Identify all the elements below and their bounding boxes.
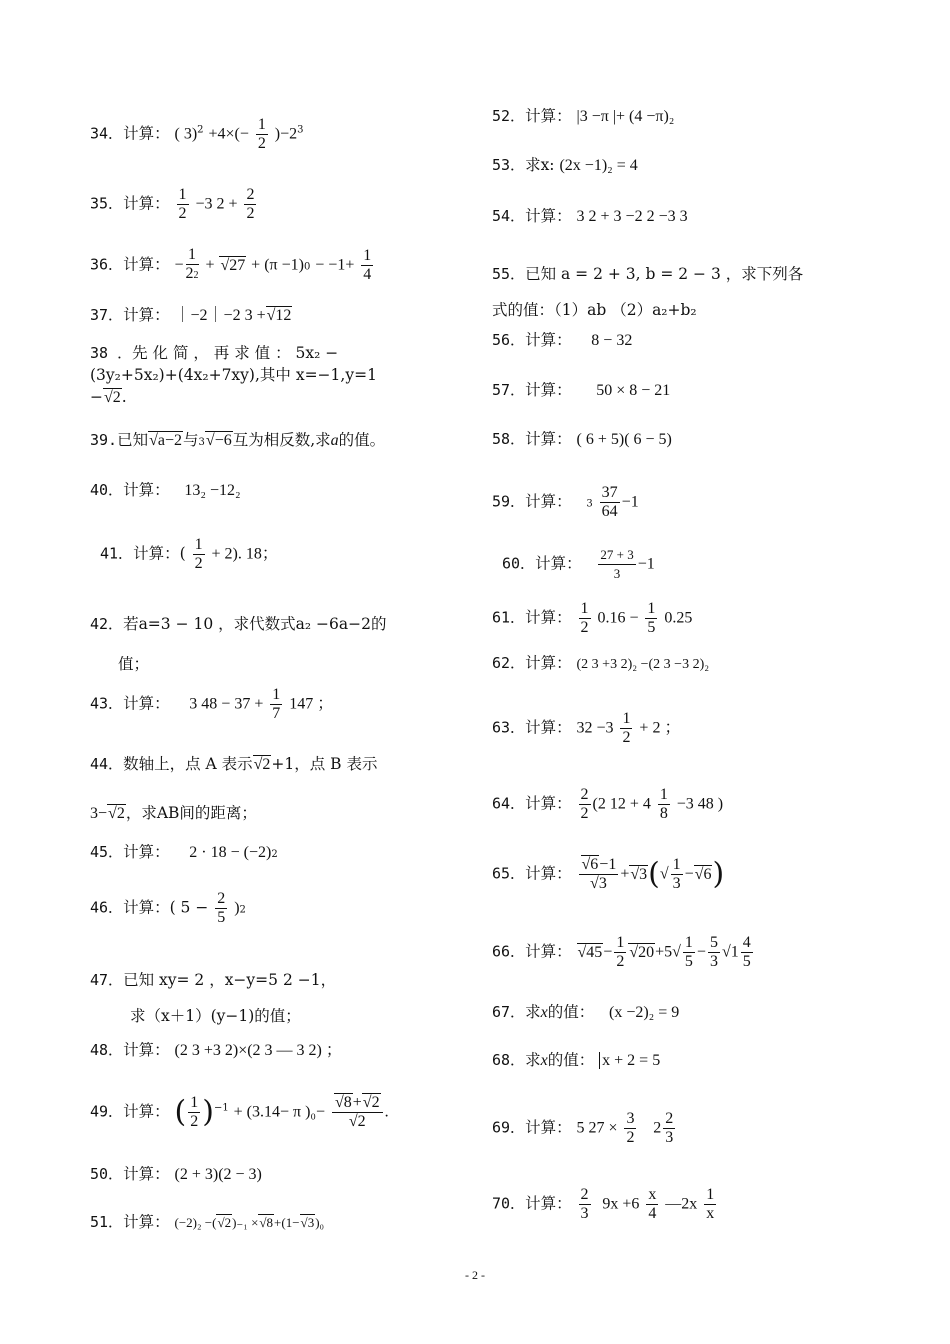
denominator: 8 xyxy=(659,805,668,822)
q-label: 计算： xyxy=(525,107,572,125)
expr: ( 6 + 5)( 6 − 5) xyxy=(576,431,672,448)
expr: 3 48 − 37 + xyxy=(189,695,264,713)
numerator: 1 xyxy=(194,536,203,553)
q-number: 44． xyxy=(90,755,124,773)
q-number: 67． xyxy=(492,1003,526,1021)
radical: √ 3 xyxy=(629,865,648,883)
radical: √ 6 xyxy=(694,865,713,883)
fraction xyxy=(704,1186,716,1223)
q35 xyxy=(90,186,258,223)
numerator: 1 xyxy=(659,786,668,803)
numerator: 1 xyxy=(363,247,372,264)
numerator: 2 xyxy=(580,786,589,803)
fraction xyxy=(663,1110,675,1147)
fraction xyxy=(256,116,268,153)
q-number: 40． xyxy=(90,481,124,499)
q-number: 66． xyxy=(492,942,526,961)
fraction xyxy=(215,890,227,927)
q37 xyxy=(90,305,292,326)
q50 xyxy=(90,1164,262,1185)
q-number: 63． xyxy=(492,718,526,737)
q63 xyxy=(492,710,680,747)
line: (3y₂+5x₂)+(4x₂+7xy),其中 x=−1,y=1 xyxy=(90,366,377,384)
q-number: 52． xyxy=(492,107,526,125)
q-number: 39. xyxy=(90,431,118,449)
text: 与 xyxy=(183,431,199,449)
denominator: 2 xyxy=(194,555,203,572)
q-label: 计算： xyxy=(525,864,572,883)
fraction xyxy=(708,934,720,971)
operator: − xyxy=(696,943,706,961)
radical: √ 2 xyxy=(103,388,122,406)
q41 xyxy=(100,536,278,573)
fraction xyxy=(332,1094,383,1131)
q-number: 41． xyxy=(100,544,134,563)
denominator: 4 xyxy=(363,266,372,283)
q-number: 53． xyxy=(492,156,526,174)
q-number: 45． xyxy=(90,843,124,861)
q-number: 43． xyxy=(90,694,124,713)
q-label: 计算： xyxy=(525,492,572,511)
expr: 0.16 − xyxy=(597,609,639,627)
q-label: 求 xyxy=(525,1003,541,1021)
q-number: 56． xyxy=(492,331,526,349)
denominator: 2 xyxy=(626,1129,635,1146)
expr: 147 ； xyxy=(289,695,334,713)
numerator: 1 xyxy=(706,1186,715,1203)
numerator: 1 xyxy=(186,246,199,265)
expr: (2 3 +3 2)₂ −(2 3 −3 2)₂ xyxy=(576,657,710,672)
q-number: 36． xyxy=(90,255,124,274)
numerator: 37 xyxy=(601,484,618,501)
q-label: 计算： xyxy=(123,694,170,713)
expr: 32 −3 xyxy=(576,719,614,737)
q-number: 60． xyxy=(502,554,536,573)
fraction xyxy=(177,186,189,223)
q53 xyxy=(492,155,638,176)
q-label: 计算： xyxy=(525,331,572,349)
q-label: 计算： xyxy=(525,608,572,627)
denominator: 2 xyxy=(246,205,255,222)
q-number: 69． xyxy=(492,1118,526,1137)
q61 xyxy=(492,600,692,637)
q-number: 38 ． xyxy=(90,344,133,362)
q-label: 计算：( 5 − xyxy=(123,898,209,917)
expr: +(1− xyxy=(274,1215,300,1230)
radical: √ 2 xyxy=(362,1093,381,1111)
numerator: 1 xyxy=(672,856,681,873)
expr: +4×(− xyxy=(208,125,249,143)
expr: (2x −1)₂ = 4 xyxy=(559,157,638,174)
q36: 36．计算： − $\frac{1}{22}$ + √ 27 + (π −1)0 − −1+ $\frac{1}{4}$ xyxy=(90,246,375,285)
radical: √ a−2 xyxy=(148,431,183,449)
denominator: 22 xyxy=(185,265,199,282)
expr: ｜−2｜−2 3 + xyxy=(174,307,266,324)
fraction xyxy=(683,934,695,971)
variable: x xyxy=(540,1052,548,1069)
page-number: - 2 - xyxy=(465,1268,485,1282)
expr: 13₂ −12₂ xyxy=(184,482,241,499)
radical: √ 2 xyxy=(216,1214,232,1230)
denominator: 3 xyxy=(709,953,718,970)
q-label: 计算： xyxy=(123,1041,170,1059)
text: 3− xyxy=(90,805,108,822)
q-number: 34． xyxy=(90,124,124,143)
q57 xyxy=(492,380,670,401)
q-label: 计算： xyxy=(525,207,572,225)
numerator: 1 xyxy=(684,934,693,951)
expr: . xyxy=(384,1103,389,1121)
text: +1，点 B 表示 xyxy=(271,755,378,773)
denominator: 2 xyxy=(190,1113,199,1130)
q69 xyxy=(492,1110,677,1147)
numerator: 1 xyxy=(178,186,187,203)
expr: )₀ xyxy=(315,1215,325,1230)
line: 已知 xy= 2 ，x−y=5 2 −1， xyxy=(123,971,337,989)
fraction xyxy=(193,536,205,573)
expr: 2 · 18 − (−2) xyxy=(189,844,272,861)
denominator: 2 xyxy=(580,619,589,636)
q39: 39.已知√ a−2与3√ −6互为相反数,求a的值。 xyxy=(90,430,385,453)
denominator: 5 xyxy=(742,953,751,970)
q-label: 计算：( xyxy=(133,544,186,563)
q67 xyxy=(492,1002,679,1023)
numerator: 1 xyxy=(580,600,589,617)
expr: (2 + 3)(2 − 3) xyxy=(174,1166,262,1183)
q56 xyxy=(492,330,632,351)
q-label: 计算： xyxy=(525,1194,572,1213)
denominator: 5 xyxy=(217,909,226,926)
q46: 46．计算：( 5 − $\frac{2}{5}$ )2 xyxy=(90,890,246,926)
expr: )₋₁ × xyxy=(232,1215,259,1230)
fraction xyxy=(579,600,591,637)
exponent: −1 xyxy=(213,1102,229,1114)
line: 式的值：（1）ab （2）a₂+b₂ xyxy=(492,301,697,319)
expr: 3 2 + 3 −2 2 −3 3 xyxy=(576,208,688,225)
numerator: 4 xyxy=(742,934,751,951)
q-label: 计算： xyxy=(123,124,170,143)
radical: √ 12 xyxy=(266,306,293,324)
denominator: 64 xyxy=(601,503,618,520)
expr: + (3.14− π )₀− xyxy=(233,1103,326,1121)
expr: (−2)₂ −( xyxy=(174,1215,217,1230)
operator: +5 xyxy=(655,943,673,961)
fraction xyxy=(188,1094,200,1131)
expr: −1 xyxy=(599,856,617,873)
fraction xyxy=(244,186,256,223)
text: ，求AB间的距离； xyxy=(125,804,257,822)
denominator: 5 xyxy=(647,619,656,636)
line: . xyxy=(121,388,127,406)
radical: √ 8 xyxy=(258,1214,274,1230)
q-number: 48． xyxy=(90,1041,124,1059)
numerator: 5 xyxy=(709,934,718,951)
fraction xyxy=(614,934,626,971)
q38 xyxy=(90,342,377,409)
denominator: 3 xyxy=(665,1129,674,1146)
denominator: 4 xyxy=(648,1205,657,1222)
expr: − −1+ xyxy=(315,256,355,274)
q-number: 58． xyxy=(492,430,526,448)
q-number: 42． xyxy=(90,615,124,633)
numerator: 2 xyxy=(665,1110,674,1127)
expr: 2 xyxy=(653,1119,662,1137)
expr: (x −2)₂ = 9 xyxy=(608,1004,680,1021)
q-label: 计算： xyxy=(123,1102,170,1121)
denominator: 3 xyxy=(613,566,621,581)
numerator: 1 xyxy=(257,116,266,133)
radical: √ 3 xyxy=(589,874,608,892)
fraction xyxy=(741,934,753,971)
q48 xyxy=(90,1040,342,1061)
fraction xyxy=(658,786,670,823)
q-number: 51． xyxy=(90,1213,124,1231)
q47 xyxy=(90,962,336,1034)
expr: )−2 xyxy=(274,125,298,143)
numerator: 2 xyxy=(580,1186,589,1203)
radical: √ 2 xyxy=(348,1112,367,1130)
q-label: 的值： xyxy=(547,1051,595,1069)
q44 xyxy=(90,740,378,838)
q64 xyxy=(492,786,723,823)
numerator: 2 xyxy=(217,890,226,907)
whole: 1 xyxy=(730,943,739,961)
expr: 8 − 32 xyxy=(591,332,633,349)
line: 已知 a = 2 + 3, b = 2 − 3 ，求下列各 xyxy=(525,265,804,283)
expr: 50 × 8 − 21 xyxy=(596,382,671,399)
q65: 65．计算： √ 6−1 √ 3 +√ 3(√ $\frac{1}{3}$ −√ 6) xyxy=(492,856,724,893)
q-label: 计算： xyxy=(123,306,170,324)
numerator: 1 xyxy=(647,600,656,617)
expr: −1 xyxy=(637,555,655,573)
denominator: 3 xyxy=(580,1205,589,1222)
q45: 45．计算： 2 · 18 − (−2)2 xyxy=(90,843,278,861)
radical: √ 2 xyxy=(107,804,126,822)
q-number: 64． xyxy=(492,794,526,813)
fraction xyxy=(620,710,632,747)
expr: + (π −1) xyxy=(251,256,304,274)
q68 xyxy=(492,1050,660,1071)
radical: √ 2 xyxy=(253,755,272,773)
text: 数轴上，点 A 表示 xyxy=(123,755,253,773)
q-label: 计算： xyxy=(123,843,170,861)
fraction xyxy=(579,856,619,893)
q-label: 计算： xyxy=(123,481,170,499)
denominator: 2 xyxy=(622,729,631,746)
operator: − xyxy=(684,865,694,883)
expr: ( 3) xyxy=(174,125,198,143)
variable: a xyxy=(330,432,339,449)
q70 xyxy=(492,1186,718,1223)
root-index: 3 xyxy=(586,498,593,510)
numerator: 1 xyxy=(190,1094,199,1111)
q-number: 54． xyxy=(492,207,526,225)
q-label: 求 xyxy=(525,1051,541,1069)
q54 xyxy=(492,206,688,227)
denominator: 2 xyxy=(580,805,589,822)
q59 xyxy=(492,484,639,521)
denominator: 3 xyxy=(672,875,681,892)
expr: 0.25 xyxy=(664,609,693,627)
text: 已知 xyxy=(117,431,149,449)
fraction xyxy=(361,247,373,284)
q-label: 计算： xyxy=(535,554,582,573)
radical: √ 3 xyxy=(300,1214,316,1230)
operator: + xyxy=(620,865,630,883)
numerator: x xyxy=(648,1186,657,1203)
denominator: x xyxy=(706,1205,715,1222)
radical: √ 20 xyxy=(628,943,655,961)
line: 先 化 简 ， 再 求 值 ： 5x₂ − xyxy=(132,344,339,362)
numerator: 3 xyxy=(626,1110,635,1127)
q-number: 50． xyxy=(90,1165,124,1183)
fraction xyxy=(579,786,591,823)
q-label: 计算： xyxy=(525,1118,572,1137)
q-number: 37． xyxy=(90,306,124,324)
expr: x + 2 = 5 xyxy=(599,1052,660,1069)
numerator: 1 xyxy=(616,934,625,951)
q-number: 59． xyxy=(492,492,526,511)
fraction xyxy=(646,1186,658,1223)
q-number: 49． xyxy=(90,1102,124,1121)
q-number: 68． xyxy=(492,1051,526,1069)
q-label: 计算： xyxy=(525,381,572,399)
variable: x xyxy=(540,1004,548,1021)
text: 的值。 xyxy=(338,431,386,449)
expr: —2x xyxy=(665,1195,698,1213)
denominator: 2 xyxy=(257,135,266,152)
radical: √ −6 xyxy=(205,431,233,449)
q43 xyxy=(90,686,333,723)
q-label: 计算： xyxy=(525,718,572,737)
q-number: 35． xyxy=(90,194,124,213)
numerator: 1 xyxy=(272,686,281,703)
q-label: 计算： xyxy=(525,654,572,672)
q66: 66．计算： √ 45− $\frac{1}{2}$ √ 20+5√ $\frac{1}{5}$ − $\frac{5}{3}$ √1 $\frac{4}{5}$ xyxy=(492,934,755,971)
q-number: 46． xyxy=(90,898,124,917)
denominator: 5 xyxy=(684,953,693,970)
fraction xyxy=(671,856,683,893)
line: 求（x＋1）(y−1)的值； xyxy=(130,1007,301,1025)
fraction xyxy=(186,246,199,285)
q-number: 70． xyxy=(492,1194,526,1213)
line: 值； xyxy=(118,655,150,673)
q40 xyxy=(90,480,241,501)
fraction xyxy=(600,484,620,521)
radical: √ 8 xyxy=(334,1093,353,1111)
numerator: 1 xyxy=(622,710,631,727)
expr: |3 −π |+ (4 −π)₂ xyxy=(576,108,675,125)
line: 若a=3 − 10 ，求代数式a₂ −6a−2的 xyxy=(123,615,387,633)
q-label: 求x: xyxy=(525,156,555,174)
q-label: 计算： xyxy=(525,430,572,448)
q-number: 57． xyxy=(492,381,526,399)
q60 xyxy=(502,546,655,583)
line: − xyxy=(90,388,103,406)
fraction xyxy=(270,686,282,723)
expr: 5 27 × xyxy=(576,1119,618,1137)
q-label: 计算： xyxy=(123,194,170,213)
q-label: 的值： xyxy=(547,1003,595,1021)
numerator: 27 + 3 xyxy=(598,546,635,565)
q62 xyxy=(492,653,709,675)
expr: (2 12 + 4 xyxy=(592,795,651,813)
q55 xyxy=(492,256,803,328)
expr: −3 48 ) xyxy=(676,795,724,813)
numerator: 2 xyxy=(246,186,255,203)
operator: + xyxy=(352,1094,362,1111)
q51 xyxy=(90,1212,324,1233)
expr: + 2). 18； xyxy=(211,545,278,563)
denominator: 2 xyxy=(616,953,625,970)
q-label: 计算： xyxy=(123,1165,170,1183)
expr: −1 xyxy=(621,493,639,511)
radical: √ 45 xyxy=(577,943,604,961)
denominator: 2 xyxy=(178,205,187,222)
fraction xyxy=(624,1110,636,1147)
fraction xyxy=(598,546,635,583)
q49: 49．计算： ( $\frac{1}{2}$ )$^{-1}$ + (3.14− π )₀− √ 8+√ 2 √ 2 . xyxy=(90,1094,389,1131)
expr: + 2 ； xyxy=(639,719,681,737)
expr: + xyxy=(205,256,215,274)
q-label: 计算： xyxy=(123,1213,170,1231)
q52 xyxy=(492,106,674,127)
q-number: 61． xyxy=(492,608,526,627)
q34: 34．计算： ( 3)$^2$ +4×(− $\frac{1}{2}$ )$-2^3$ xyxy=(90,116,304,152)
expr: (2 3 +3 2)×(2 3 — 3 2) ； xyxy=(174,1042,342,1059)
fraction xyxy=(645,600,657,637)
q42 xyxy=(90,604,386,684)
q-number: 55． xyxy=(492,265,526,283)
q-label: 计算： xyxy=(525,794,572,813)
expr: 9x +6 xyxy=(602,1195,640,1213)
fraction xyxy=(579,1186,591,1223)
expr: ) xyxy=(234,899,240,917)
expr: −3 2 + xyxy=(195,195,238,213)
q-number: 47． xyxy=(90,971,124,989)
operator: − xyxy=(603,943,613,961)
text: 互为相反数,求 xyxy=(232,431,331,449)
radical: √ 27 xyxy=(219,256,246,274)
radical: √ 6 xyxy=(581,855,600,873)
q-label: 计算： xyxy=(525,942,572,961)
q-label: 计算： xyxy=(123,255,170,274)
q-number: 65． xyxy=(492,864,526,883)
q58 xyxy=(492,429,672,450)
denominator: 7 xyxy=(272,705,281,722)
q-number: 62． xyxy=(492,654,526,672)
